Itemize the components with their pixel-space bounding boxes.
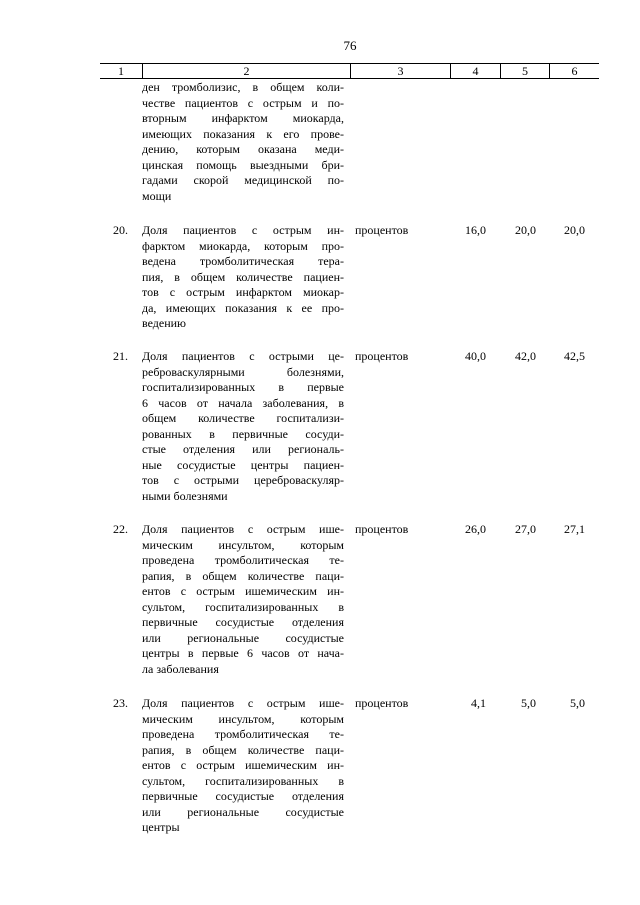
desc-line: Доля пациентов с острым ин- (142, 223, 344, 237)
desc-line: рапия, в общем количестве паци- (142, 568, 344, 583)
desc-line: гадами скорой медицинской по- (142, 173, 344, 187)
row-value-col5: 20,0 (515, 223, 536, 237)
row-value-col5: 27,0 (515, 522, 536, 536)
table-header (100, 63, 599, 79)
desc-line: Доля пациентов с острыми це- (142, 349, 344, 363)
desc-line: центры в первые 6 часов от нача- (142, 646, 344, 660)
row-unit: процентов (355, 349, 409, 363)
desc-line: стые отделения или региональ- (142, 442, 344, 456)
header-col-4: 4 (450, 64, 500, 78)
desc-line: честве пациентов с острым и по- (142, 95, 344, 110)
header-col-1: 1 (118, 64, 124, 78)
desc-line: или региональные сосудистые (142, 804, 344, 819)
header-col-3: 3 (350, 64, 450, 78)
desc-line: ла заболевания (142, 661, 219, 676)
row-number: 20. (113, 223, 128, 237)
desc-line: первичные сосудистые отделения (142, 615, 344, 629)
header-col-2: 2 (142, 64, 350, 78)
desc-line: ные сосудистые центры пациен- (142, 457, 344, 472)
desc-line: фарктом миокарда, которым про- (142, 238, 344, 253)
row-value-col4: 40,0 (465, 349, 486, 363)
desc-line: сультом, госпитализированных в (142, 773, 344, 788)
row-description (142, 80, 344, 204)
desc-line: дению, которым оказана меди- (142, 142, 344, 156)
row-description (142, 696, 344, 836)
row-description (142, 223, 344, 332)
row-unit: процентов (355, 522, 409, 536)
row-value-col5: 42,0 (515, 349, 536, 363)
desc-line: тов с острым инфарктом миокар- (142, 285, 344, 299)
desc-line: проведена тромболитическая те- (142, 553, 344, 567)
desc-line: ведению (142, 316, 187, 330)
desc-line: Доля пациентов с острым ише- (142, 696, 344, 710)
row-value-col4: 16,0 (465, 223, 486, 237)
desc-line: или региональные сосудистые (142, 630, 344, 645)
desc-line: рованных в первичные сосуди- (142, 426, 344, 441)
desc-line: ден тромболизис, в общем коли- (142, 80, 344, 94)
desc-line: общем количестве госпитализи- (142, 411, 344, 425)
desc-line: рапия, в общем количестве паци- (142, 742, 344, 757)
desc-line: мическим инсультом, которым (142, 537, 344, 552)
row-number: 23. (113, 696, 128, 710)
row-value-col6: 20,0 (564, 223, 585, 237)
desc-line: центры (142, 820, 180, 834)
desc-line: мическим инсультом, которым (142, 711, 344, 726)
desc-line: да, имеющих показания к ее про- (142, 300, 344, 315)
desc-line: тов с острыми цереброваскуляр- (142, 473, 344, 487)
desc-line: пия, в общем количестве пациен- (142, 269, 344, 284)
row-value-col6: 5,0 (570, 696, 585, 710)
header-col-6: 6 (549, 64, 599, 78)
row-number: 22. (113, 522, 128, 536)
desc-line: Доля пациентов с острым ише- (142, 522, 344, 536)
row-unit: процентов (355, 223, 409, 237)
desc-line: имеющих показания к его прове- (142, 126, 344, 141)
desc-line: вторным инфарктом миокарда, (142, 111, 344, 125)
desc-line: госпитализированных в первые (142, 380, 344, 394)
desc-line: реброваскулярными болезнями, (142, 364, 344, 379)
page-number: 76 (343, 38, 357, 53)
row-description (142, 522, 344, 677)
desc-line: проведена тромболитическая те- (142, 727, 344, 741)
desc-line: ными болезнями (142, 488, 228, 503)
desc-line: ентов с острым ишемическим ин- (142, 758, 344, 772)
row-value-col6: 27,1 (564, 522, 585, 536)
row-value-col5: 5,0 (521, 696, 536, 710)
desc-line: ентов с острым ишемическим ин- (142, 584, 344, 598)
header-col-5: 5 (500, 64, 549, 78)
row-description (142, 349, 344, 504)
desc-line: 6 часов от начала заболевания, в (142, 395, 344, 410)
desc-line: сультом, госпитализированных в (142, 599, 344, 614)
desc-line: мощи (142, 188, 172, 203)
row-value-col4: 26,0 (465, 522, 486, 536)
desc-line: ведена тромболитическая тера- (142, 254, 344, 268)
desc-line: первичные сосудистые отделения (142, 789, 344, 803)
row-unit: процентов (355, 696, 409, 710)
row-value-col4: 4,1 (471, 696, 486, 710)
desc-line: цинская помощь выездными бри- (142, 157, 344, 172)
row-number: 21. (113, 349, 128, 363)
row-value-col6: 42,5 (564, 349, 585, 363)
